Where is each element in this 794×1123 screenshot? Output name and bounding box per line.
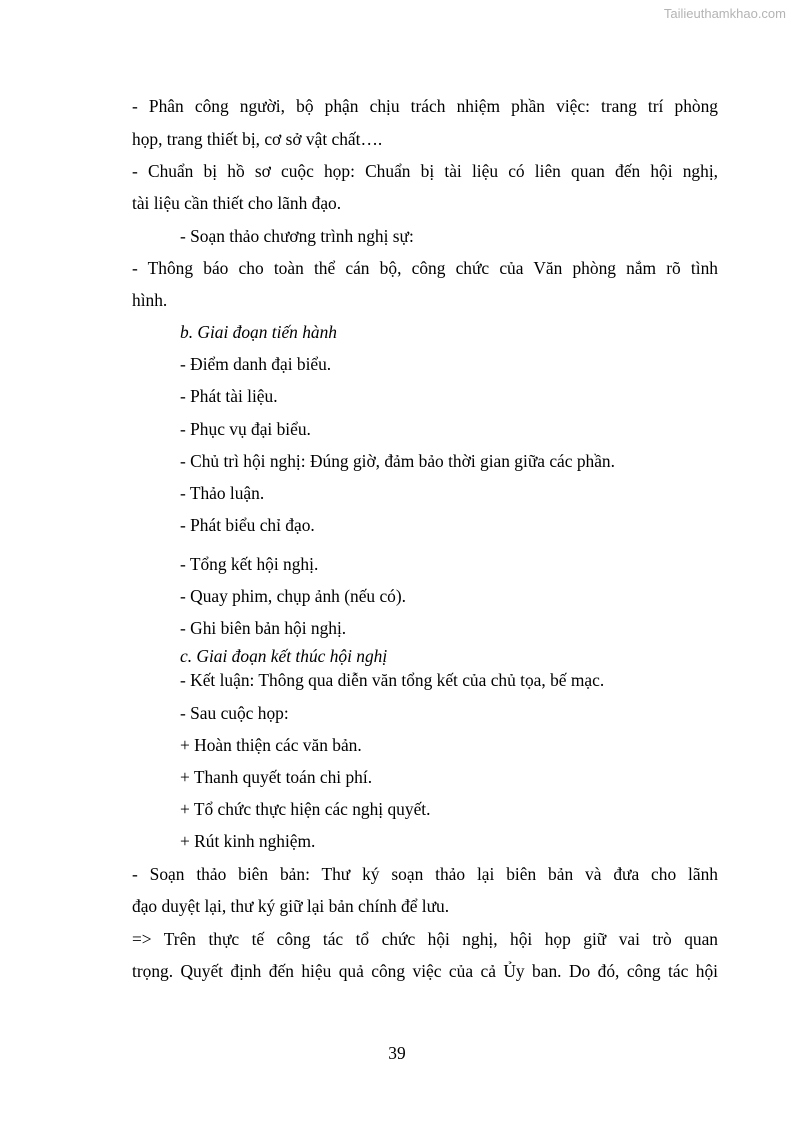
paragraph-line: - Chuẩn bị hồ sơ cuộc họp: Chuẩn bị tài liệu có liên quan đến hội nghị,	[132, 161, 718, 181]
section-heading: b. Giai đoạn tiến hành	[180, 322, 337, 342]
paragraph-line: trọng. Quyết định đến hiệu quả công việc của cả Ủy ban. Do đó, công tác hội	[132, 961, 718, 981]
list-item: + Hoàn thiện các văn bản.	[180, 735, 362, 755]
section-heading: c. Giai đoạn kết thúc hội nghị	[180, 646, 388, 666]
paragraph-line: - Phân công người, bộ phận chịu trách nhiệm phần việc: trang trí phòng	[132, 96, 718, 116]
watermark-text: Tailieuthamkhao.com	[663, 6, 786, 21]
paragraph-line: - Soạn thảo biên bản: Thư ký soạn thảo lại biên bản và đưa cho lãnh	[132, 864, 718, 884]
list-item: - Phát tài liệu.	[180, 386, 278, 406]
list-item: + Tổ chức thực hiện các nghị quyết.	[180, 799, 431, 819]
paragraph-line: tài liệu cần thiết cho lãnh đạo.	[132, 193, 342, 213]
list-item: - Kết luận: Thông qua diễn văn tổng kết của chủ tọa, bế mạc.	[180, 670, 605, 690]
page-number: 39	[388, 1043, 406, 1063]
paragraph-line: hình.	[132, 290, 168, 310]
list-item: + Rút kinh nghiệm.	[180, 831, 316, 851]
list-item: - Ghi biên bản hội nghị.	[180, 618, 347, 638]
paragraph-line: - Soạn thảo chương trình nghị sự:	[180, 226, 414, 246]
paragraph-line: họp, trang thiết bị, cơ sở vật chất….	[132, 129, 383, 149]
list-item: - Điểm danh đại biểu.	[180, 354, 332, 374]
list-item: - Chủ trì hội nghị: Đúng giờ, đảm bảo thời gian giữa các phần.	[180, 451, 615, 471]
paragraph-line: - Thông báo cho toàn thể cán bộ, công chức của Văn phòng nắm rõ tình	[132, 258, 718, 278]
paragraph-line: đạo duyệt lại, thư ký giữ lại bản chính để lưu.	[132, 896, 450, 916]
list-item: - Phát biểu chỉ đạo.	[180, 515, 315, 535]
list-item: - Thảo luận.	[180, 483, 265, 503]
list-item: - Sau cuộc họp:	[180, 703, 289, 723]
list-item: - Tổng kết hội nghị.	[180, 554, 319, 574]
paragraph-line: => Trên thực tế công tác tổ chức hội nghị, hội họp giữ vai trò quan	[132, 929, 718, 949]
list-item: - Phục vụ đại biểu.	[180, 419, 311, 439]
list-item: + Thanh quyết toán chi phí.	[180, 767, 373, 787]
list-item: - Quay phim, chụp ảnh (nếu có).	[180, 586, 407, 606]
